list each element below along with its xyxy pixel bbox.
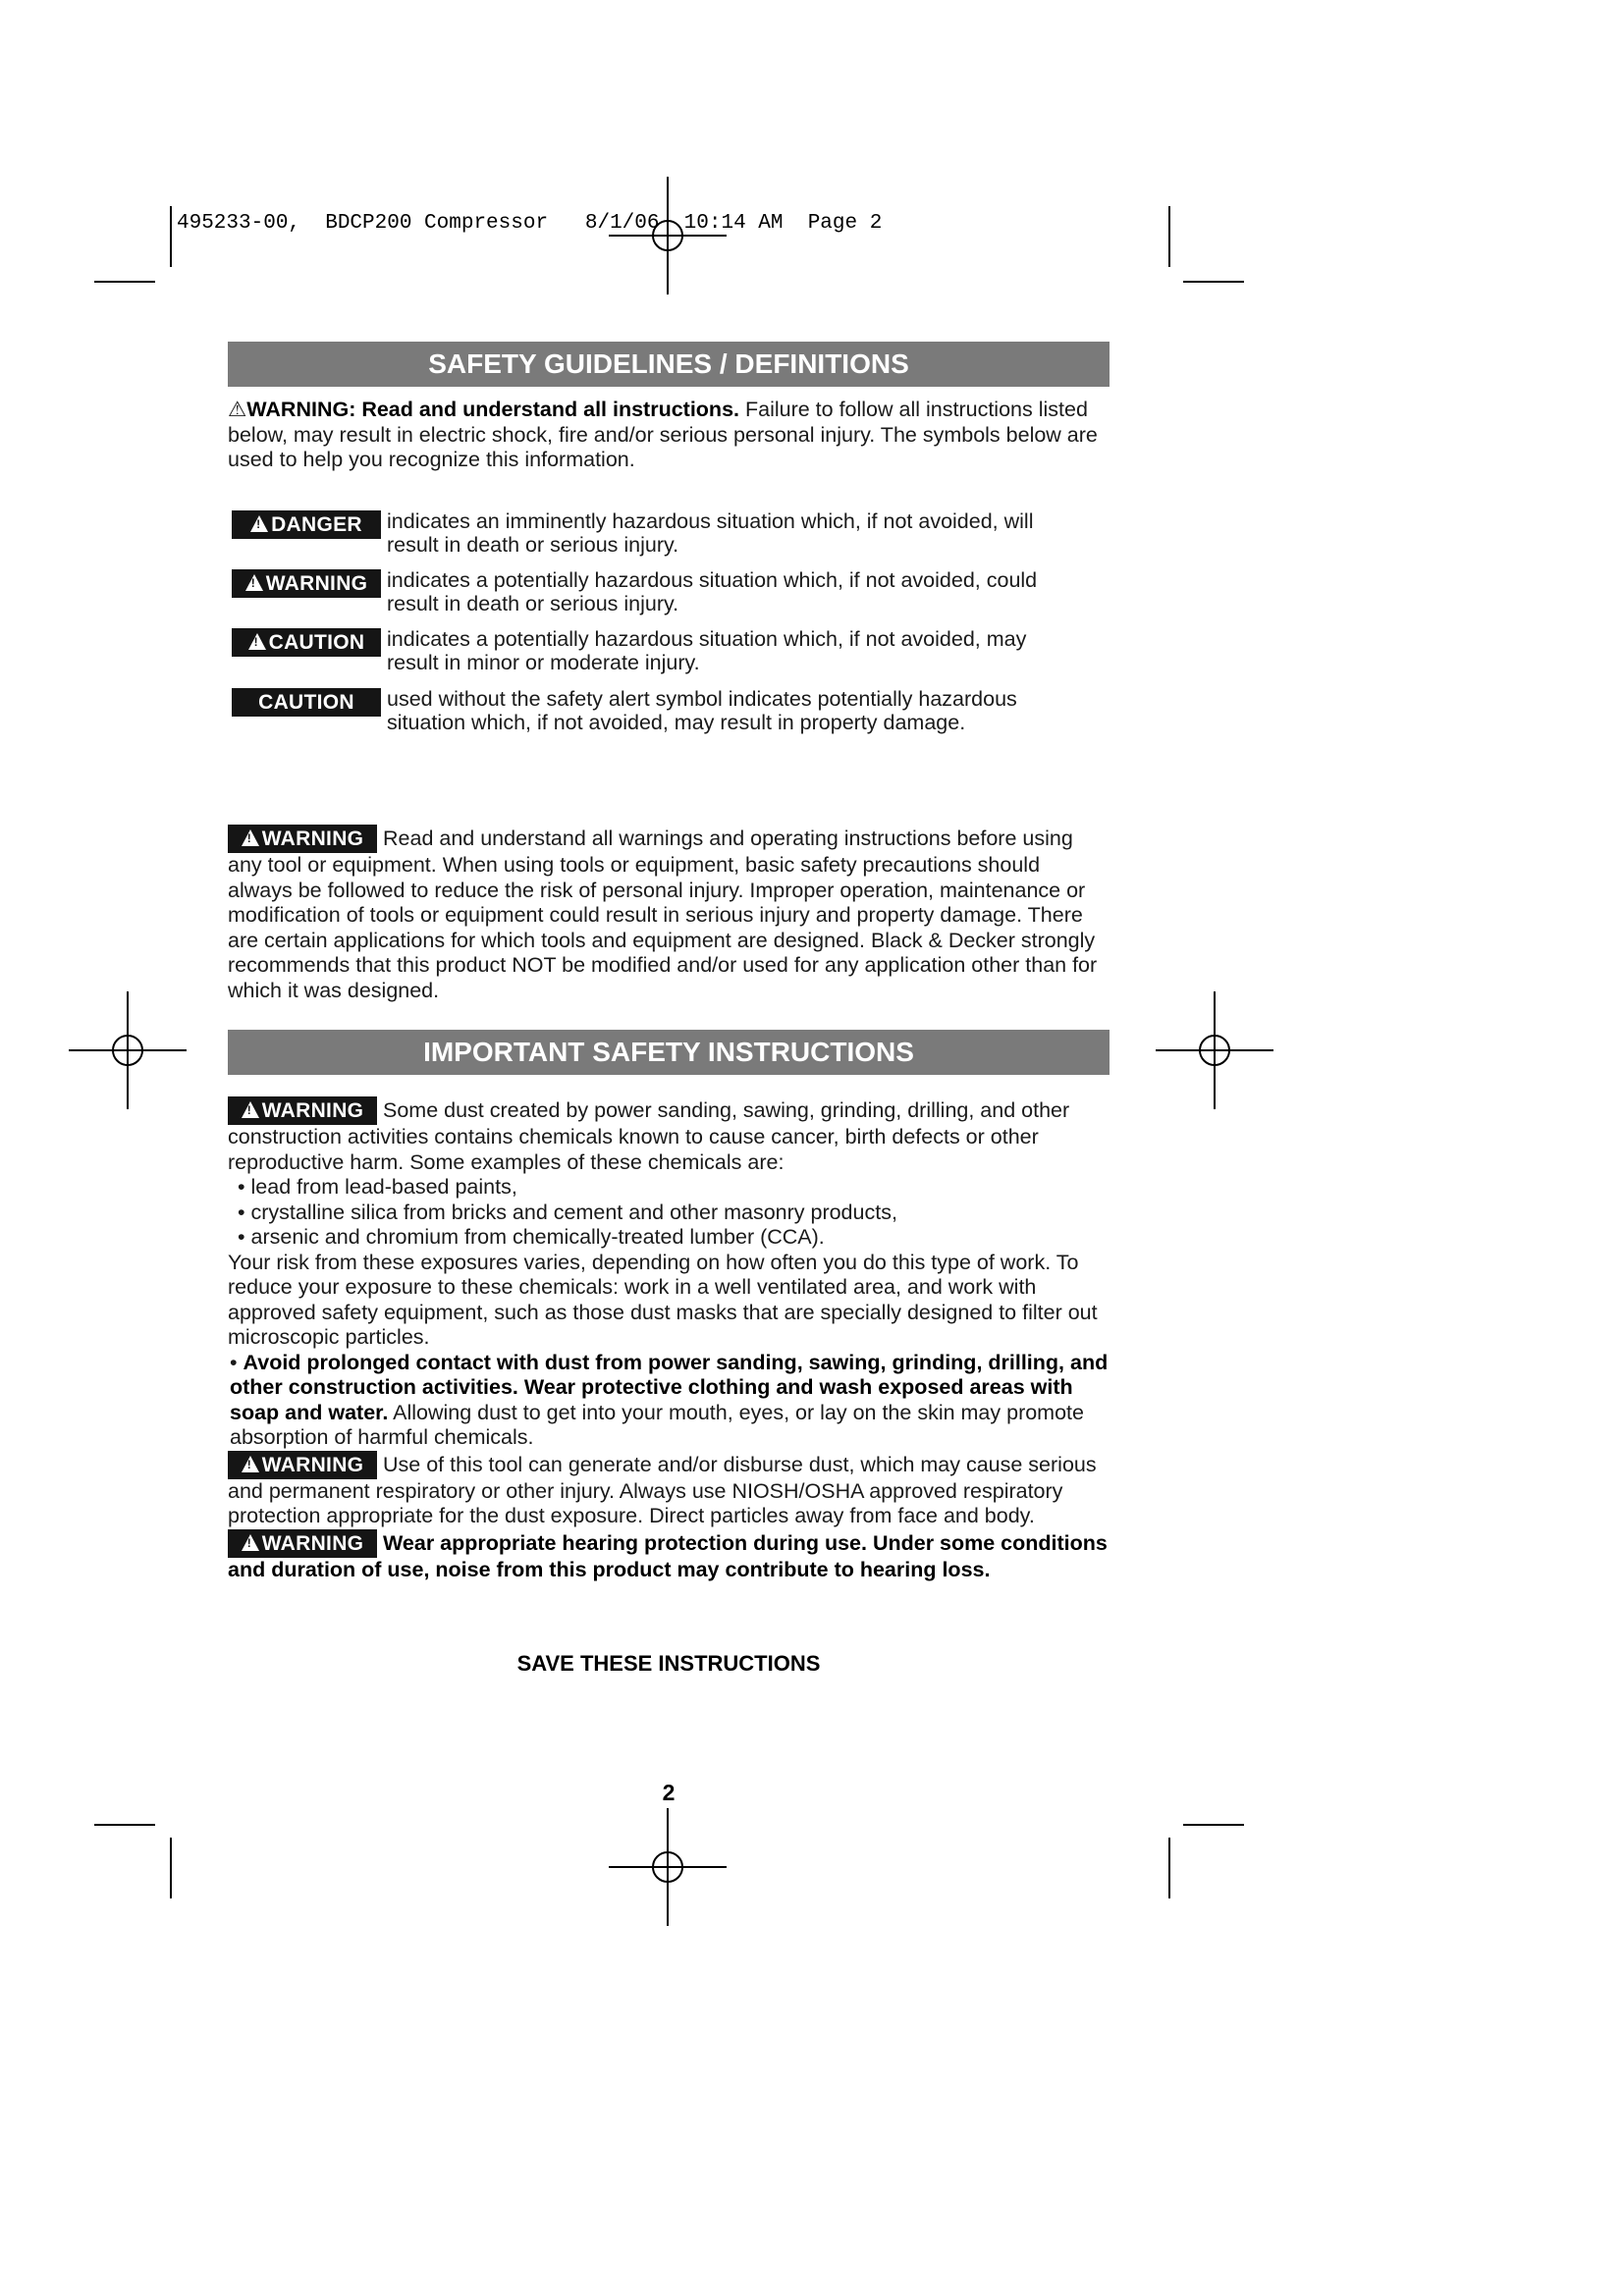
intro-warning-bold: WARNING: Read and understand all instructions. [246, 398, 739, 421]
definition-text-danger: indicates an imminently hazardous situation which, if not avoided, will result in death or serious injury. [387, 509, 1034, 557]
alert-triangle-icon [242, 1534, 259, 1551]
alert-triangle-icon [250, 515, 268, 532]
definition-label-danger: !DANGER [232, 510, 381, 539]
intro-warning-paragraph [228, 398, 1110, 473]
dust-warning-paragraph [228, 1096, 1110, 1582]
hearing-warning-text: Wear appropriate hearing protection during use. Under some conditions and duration of use, noise from this product may contribute to hearing loss. [228, 1530, 1108, 1581]
definition-text-caution: indicates a potentially hazardous situation which, if not avoided, may result in minor or moderate injury. [387, 627, 1027, 674]
crop-mark-top-left-horizontal [94, 281, 155, 283]
tool-dust-text: Use of this tool can generate and/or disburse dust, which may cause serious and permanent respiratory or other injury. Always use NIOSH/OSHA approved respiratory protection appropriate for the dust exposure. Direct particles away from face and body. [228, 1452, 1097, 1527]
registration-mark-left [69, 991, 187, 1109]
definition-label-warning: !WARNING [232, 569, 381, 598]
risk-paragraph: Your risk from these exposures varies, depending on how often you do this type of work. To reduce your exposure to these chemicals: work in a well ventilated area, and work with approved safety equipment, such as those dust masks that are specially designed to filter out microscopic particles. [228, 1250, 1098, 1349]
section-title-safety-guidelines: SAFETY GUIDELINES / DEFINITIONS [228, 342, 1110, 387]
page-number: 2 [662, 1780, 676, 1805]
general-warning-text: Read and understand all warnings and operating instructions before using any tool or equipment. When using tools or equipment, basic safety precautions should always be followed to reduce the risk of personal injury. Improper operation, maintenance or modification of tools or equipment could result in serious injury and property damage. There are certain applications for which tools and equipment are designed. Black & Decker strongly recommends that this product NOT be modified and/or used for any application other than for which it was designed. [228, 827, 1098, 1002]
intro-warning-text: Failure to follow all instructions listed below, may result in electric shock, fire and/or serious personal injury. The symbols below are used to help you recognize this information. [228, 398, 1098, 471]
alert-triangle-icon [242, 1456, 259, 1472]
save-instructions-heading: SAVE THESE INSTRUCTIONS [516, 1651, 821, 1676]
definition-label-caution-no-symbol: CAUTION [232, 688, 381, 717]
avoid-contact-bold: Avoid prolonged contact with dust from power sanding, sawing, grinding, drilling, and other construction activities. Wear protective clothing and wash exposed areas with soap and water. [230, 1350, 1109, 1424]
warning-label: !WARNING [228, 1529, 377, 1558]
registration-mark-bottom [609, 1808, 727, 1926]
alert-triangle-icon [248, 633, 266, 650]
warning-label: !WARNING [228, 1451, 377, 1479]
crop-mark-bottom-right-horizontal [1183, 1824, 1244, 1826]
definition-text-warning: indicates a potentially hazardous situation which, if not avoided, could result in death or serious injury. [387, 568, 1038, 615]
crop-mark-bottom-left-vertical [170, 1838, 172, 1898]
avoid-contact-item: • Avoid prolonged contact with dust from power sanding, sawing, grinding, drilling, and other construction activities. Wear protective clothing and wash exposed areas with soap and water. Allowing dust to get into your mouth, eyes, or lay on the skin may promote absorption of harmful chemicals. [230, 1350, 1109, 1449]
crop-mark-top-right-vertical [1168, 206, 1170, 267]
alert-triangle-icon [242, 829, 259, 846]
crop-mark-top-left-vertical [170, 206, 172, 267]
avoid-contact-text: Allowing dust to get into your mouth, eyes, or lay on the skin may promote absorption of harmful chemicals. [230, 1400, 1084, 1449]
list-item: • crystalline silica from bricks and cement and other masonry products, [238, 1200, 897, 1224]
warning-label: !WARNING [228, 1096, 377, 1125]
hearing-warning [228, 1529, 1110, 1583]
crop-mark-bottom-right-vertical [1168, 1838, 1170, 1898]
warning-triangle-icon: ⚠ [228, 398, 247, 421]
dust-warning-text: Some dust created by power sanding, sawing, grinding, drilling, and other construction activities contains chemicals known to cause cancer, birth defects or other reproductive harm. Some examples of these chemicals are: [228, 1098, 1070, 1174]
registration-mark-top [609, 177, 727, 294]
crop-mark-bottom-left-horizontal [94, 1824, 155, 1826]
alert-triangle-icon [245, 574, 263, 591]
crop-mark-top-right-horizontal [1183, 281, 1244, 283]
warning-label: !WARNING [228, 825, 377, 853]
registration-mark-right [1156, 991, 1273, 1109]
definition-text-caution-no-symbol: used without the safety alert symbol indicates potentially hazardous situation which, if not avoided, may result in property damage. [387, 687, 1017, 734]
section-title-important-safety: IMPORTANT SAFETY INSTRUCTIONS [228, 1030, 1110, 1075]
definition-label-caution: !CAUTION [232, 628, 381, 657]
print-slug: 495233-00, BDCP200 Compressor 8/1/06 10:14 AM Page 2 [177, 212, 883, 235]
alert-triangle-icon [242, 1101, 259, 1118]
general-warning-paragraph [228, 825, 1110, 1003]
list-item: • arsenic and chromium from chemically-treated lumber (CCA). [238, 1225, 825, 1249]
tool-dust-warning [228, 1451, 1110, 1529]
list-item: • lead from lead-based paints, [238, 1175, 517, 1199]
